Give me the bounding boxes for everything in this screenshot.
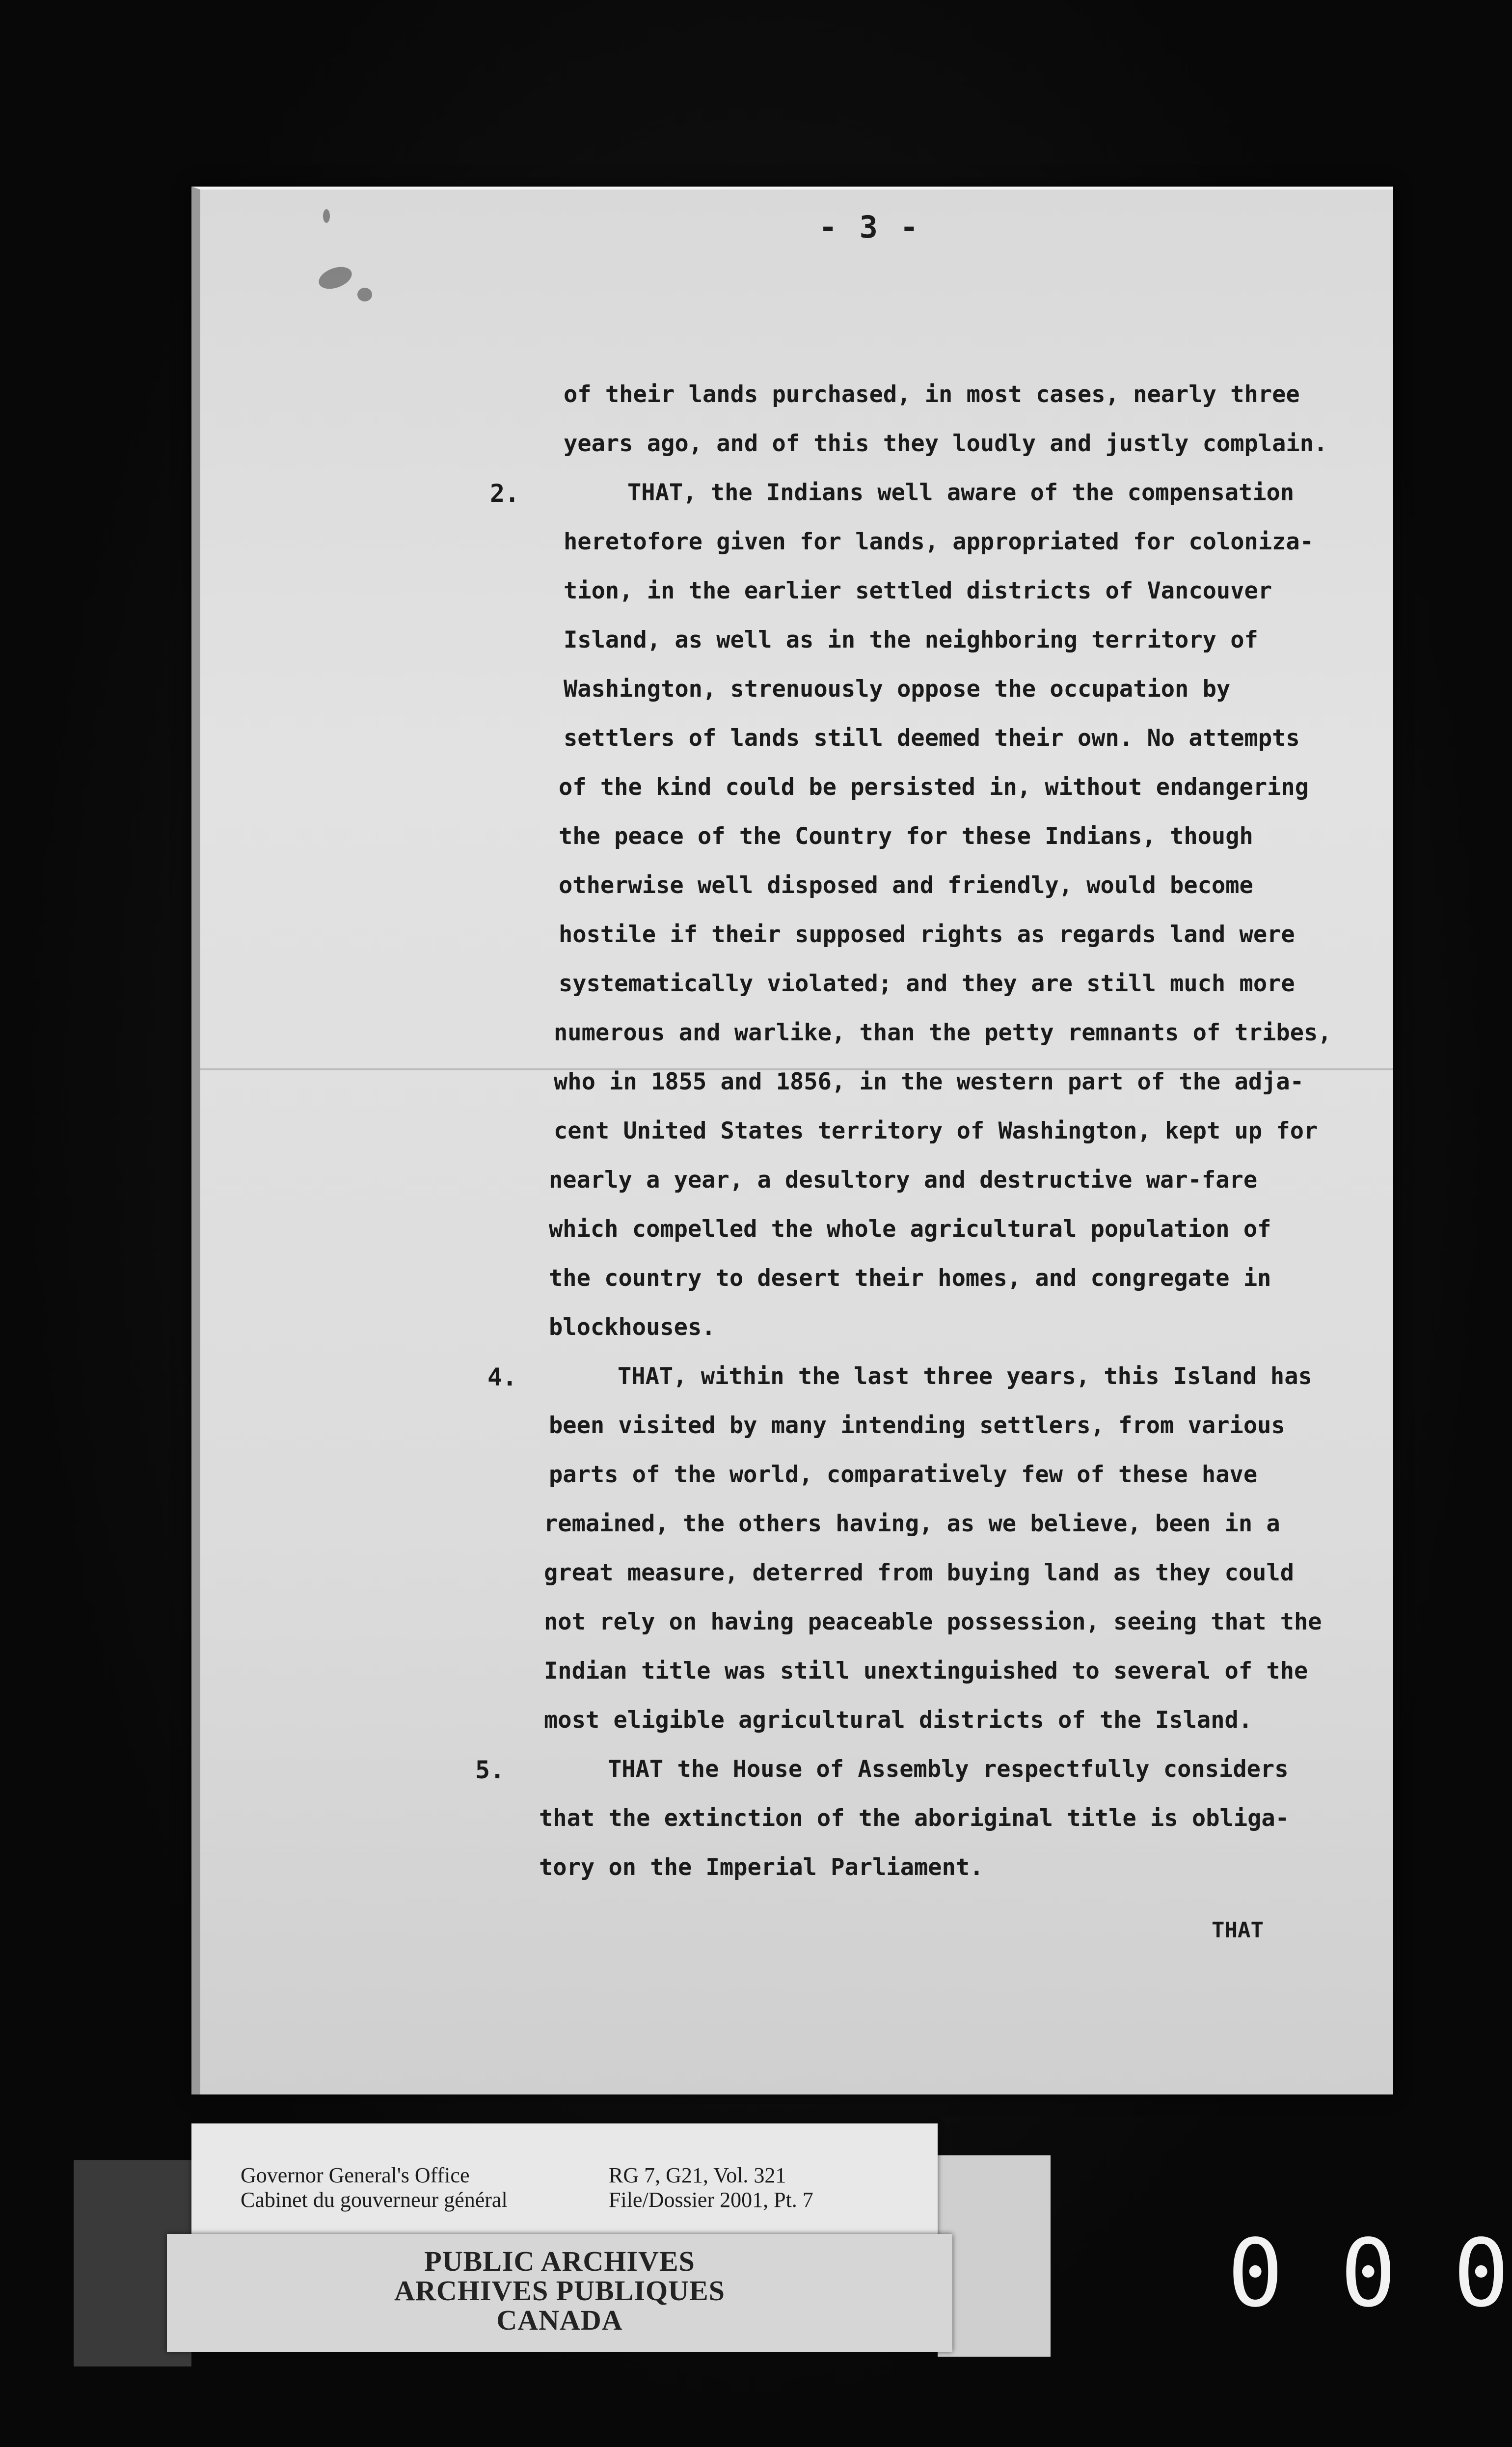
file-reference: File/Dossier 2001, Pt. 7 [609, 2188, 813, 2212]
paragraph-number: 5. [475, 1756, 505, 1784]
text-line: great measure, deterred from buying land as they could [544, 1559, 1295, 1586]
text-line: who in 1855 and 1856, in the western part of the adja- [554, 1068, 1304, 1095]
office-name-en: Governor General's Office [241, 2163, 470, 2187]
stamp-line-3: CANADA [496, 2304, 623, 2336]
text-line: hostile if their supposed rights as regards land were [559, 921, 1295, 948]
text-line: been visited by many intending settlers, from various [549, 1412, 1285, 1439]
public-archives-stamp [167, 2234, 952, 2352]
text-line: the country to desert their homes, and congregate in [549, 1265, 1271, 1292]
paragraph-number: 2. [490, 479, 520, 508]
frame-counter-digit: 0 [1453, 2219, 1510, 2328]
text-line: THAT, within the last three years, this Island has [618, 1363, 1312, 1390]
text-line: which compelled the whole agricultural population of [549, 1216, 1271, 1243]
text-line: cent United States territory of Washington, kept up for [554, 1117, 1318, 1144]
label-backing [938, 2155, 1051, 2357]
document-body [200, 190, 1393, 2094]
text-line: systematically violated; and they are still much more [559, 970, 1295, 997]
text-line: not rely on having peaceable possession, seeing that the [544, 1608, 1322, 1635]
text-line: nearly a year, a desultory and destructive war-fare [549, 1167, 1258, 1194]
office-name-fr: Cabinet du gouverneur général [241, 2188, 508, 2212]
paragraph-number: 4. [487, 1363, 517, 1391]
text-line: of their lands purchased, in most cases, nearly three [564, 381, 1300, 408]
text-line: otherwise well disposed and friendly, would become [559, 872, 1253, 899]
archive-reference-label [191, 2123, 938, 2246]
frame-counter-digit: 0 [1340, 2219, 1397, 2328]
text-line: that the extinction of the aboriginal title is obliga- [539, 1805, 1290, 1832]
text-line: Island, as well as in the neighboring territory of [564, 626, 1258, 653]
text-line: numerous and warlike, than the petty remnants of tribes, [554, 1019, 1332, 1046]
page-number: - 3 - [819, 209, 920, 245]
stamp-line-2: ARCHIVES PUBLIQUES [394, 2275, 725, 2307]
text-line: the peace of the Country for these Indians, though [559, 823, 1253, 850]
text-line: parts of the world, comparatively few of these have [549, 1461, 1258, 1488]
text-line: of the kind could be persisted in, without endangering [559, 774, 1309, 801]
text-line: most eligible agricultural districts of the Island. [544, 1707, 1253, 1734]
text-line: tion, in the earlier settled districts of Vancouver [564, 577, 1272, 604]
text-line: Indian title was still unextinguished to several of the [544, 1658, 1308, 1685]
text-line: THAT, the Indians well aware of the compensation [627, 479, 1295, 506]
text-line: remained, the others having, as we believe, been in a [544, 1510, 1280, 1537]
text-line: heretofore given for lands, appropriated for coloniza- [564, 528, 1314, 555]
stamp-line-1: PUBLIC ARCHIVES [424, 2245, 695, 2277]
record-group-reference: RG 7, G21, Vol. 321 [609, 2163, 786, 2187]
text-line: THAT the House of Assembly respectfully considers [608, 1756, 1289, 1783]
text-line: settlers of lands still deemed their own. No attempts [564, 725, 1300, 752]
text-line: blockhouses. [549, 1314, 716, 1341]
text-line: tory on the Imperial Parliament. [539, 1854, 984, 1881]
text-line: years ago, and of this they loudly and justly complain. [564, 430, 1328, 457]
catchword: THAT [1212, 1918, 1264, 1943]
document-page [191, 187, 1393, 2094]
text-line: Washington, strenuously oppose the occupation by [564, 676, 1231, 703]
frame-counter-digit: 0 [1227, 2219, 1284, 2328]
